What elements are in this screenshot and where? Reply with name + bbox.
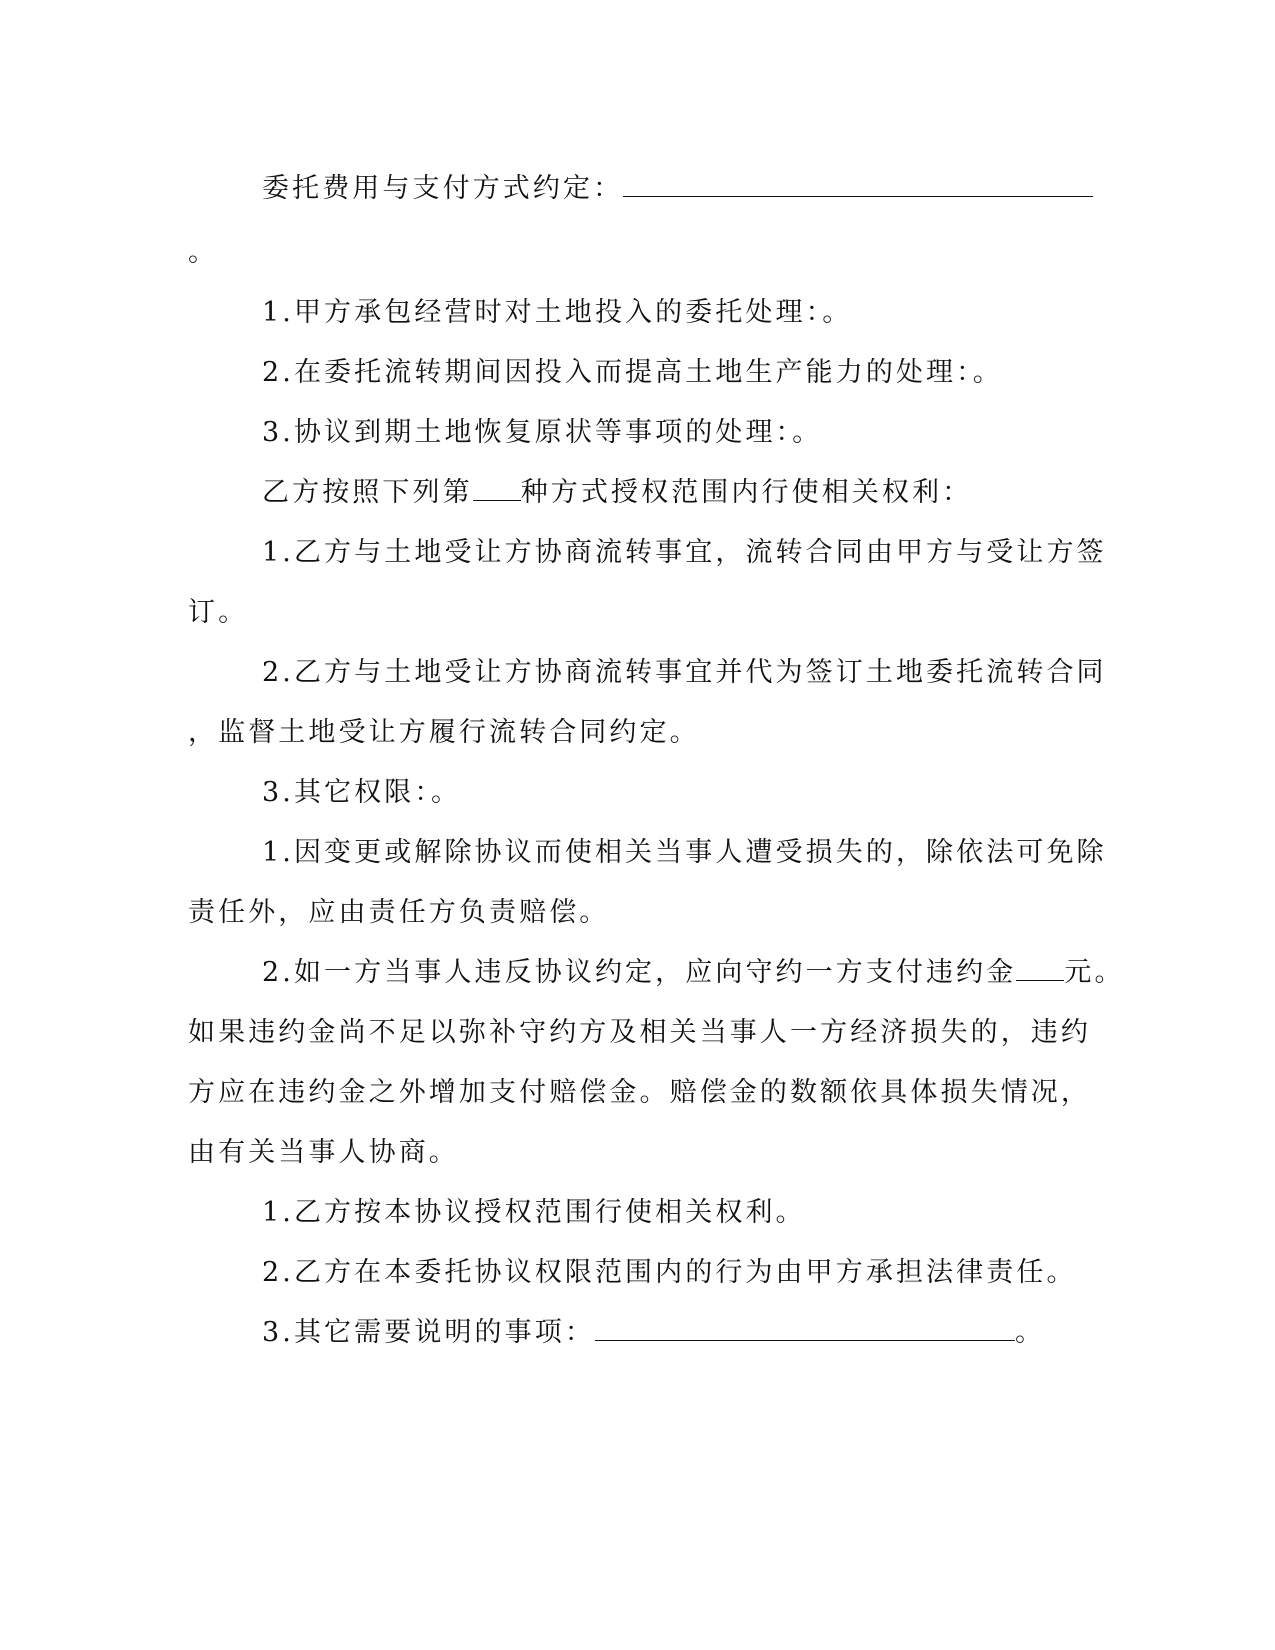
breach-item-2-after: 元。	[1064, 957, 1125, 988]
authorization-item-2-line-1: 2.乙方与土地受让方协商流转事宜并代为签订土地委托流转合同	[262, 657, 1107, 688]
fee-blank[interactable]	[623, 172, 1093, 197]
fee-label: 委托费用与支付方式约定：	[262, 173, 624, 204]
authorization-choice-blank[interactable]	[473, 476, 521, 501]
authorization-intro	[262, 476, 972, 510]
investment-item-3: 3.协议到期土地恢复原状等事项的处理：。	[262, 417, 823, 448]
breach-item-2-line-1	[262, 956, 1125, 990]
investment-item-2: 2.在委托流转期间因投入而提高土地生产能力的处理：。	[262, 357, 1003, 388]
authorization-item-1-line-1: 1.乙方与土地受让方协商流转事宜，流转合同由甲方与受让方签	[262, 537, 1107, 568]
fee-clause	[262, 172, 1093, 206]
breach-item-1-line-2: 责任外，应由责任方负责赔偿。	[188, 897, 610, 928]
breach-item-1-line-1: 1.因变更或解除协议而使相关当事人遭受损失的，除依法可免除	[262, 837, 1107, 868]
fee-tail: 。	[188, 237, 219, 268]
other-item-1: 1.乙方按本协议授权范围行使相关权利。	[262, 1197, 806, 1228]
authorization-item-3: 3.其它权限：。	[262, 777, 462, 808]
fee-clause-tail	[188, 236, 218, 270]
authorization-intro-after: 种方式授权范围内行使相关权利：	[520, 477, 973, 508]
breach-item-2-before: 2.如一方当事人违反协议约定，应向守约一方支付违约金	[262, 957, 1017, 988]
other-item-3	[262, 1316, 1045, 1350]
penalty-amount-blank[interactable]	[1016, 956, 1064, 981]
breach-item-2-line-3: 方应在违约金之外增加支付赔偿金。赔偿金的数额依具体损失情况，	[188, 1077, 1091, 1108]
other-matters-blank[interactable]	[595, 1316, 1015, 1341]
other-item-3-tail: 。	[1014, 1317, 1046, 1348]
authorization-item-2-line-2: ，监督土地受让方履行流转合同约定。	[188, 717, 700, 748]
investment-item-1: 1.甲方承包经营时对土地投入的委托处理：。	[262, 297, 853, 328]
breach-item-2-line-4: 由有关当事人协商。	[188, 1137, 459, 1168]
other-item-2: 2.乙方在本委托协议权限范围内的行为由甲方承担法律责任。	[262, 1257, 1077, 1288]
authorization-intro-before: 乙方按照下列第	[262, 477, 473, 508]
other-item-3-label: 3.其它需要说明的事项：	[262, 1317, 595, 1348]
authorization-item-1-line-2: 订。	[188, 597, 249, 628]
breach-item-2-line-2: 如果违约金尚不足以弥补守约方及相关当事人一方经济损失的，违约	[188, 1017, 1091, 1048]
